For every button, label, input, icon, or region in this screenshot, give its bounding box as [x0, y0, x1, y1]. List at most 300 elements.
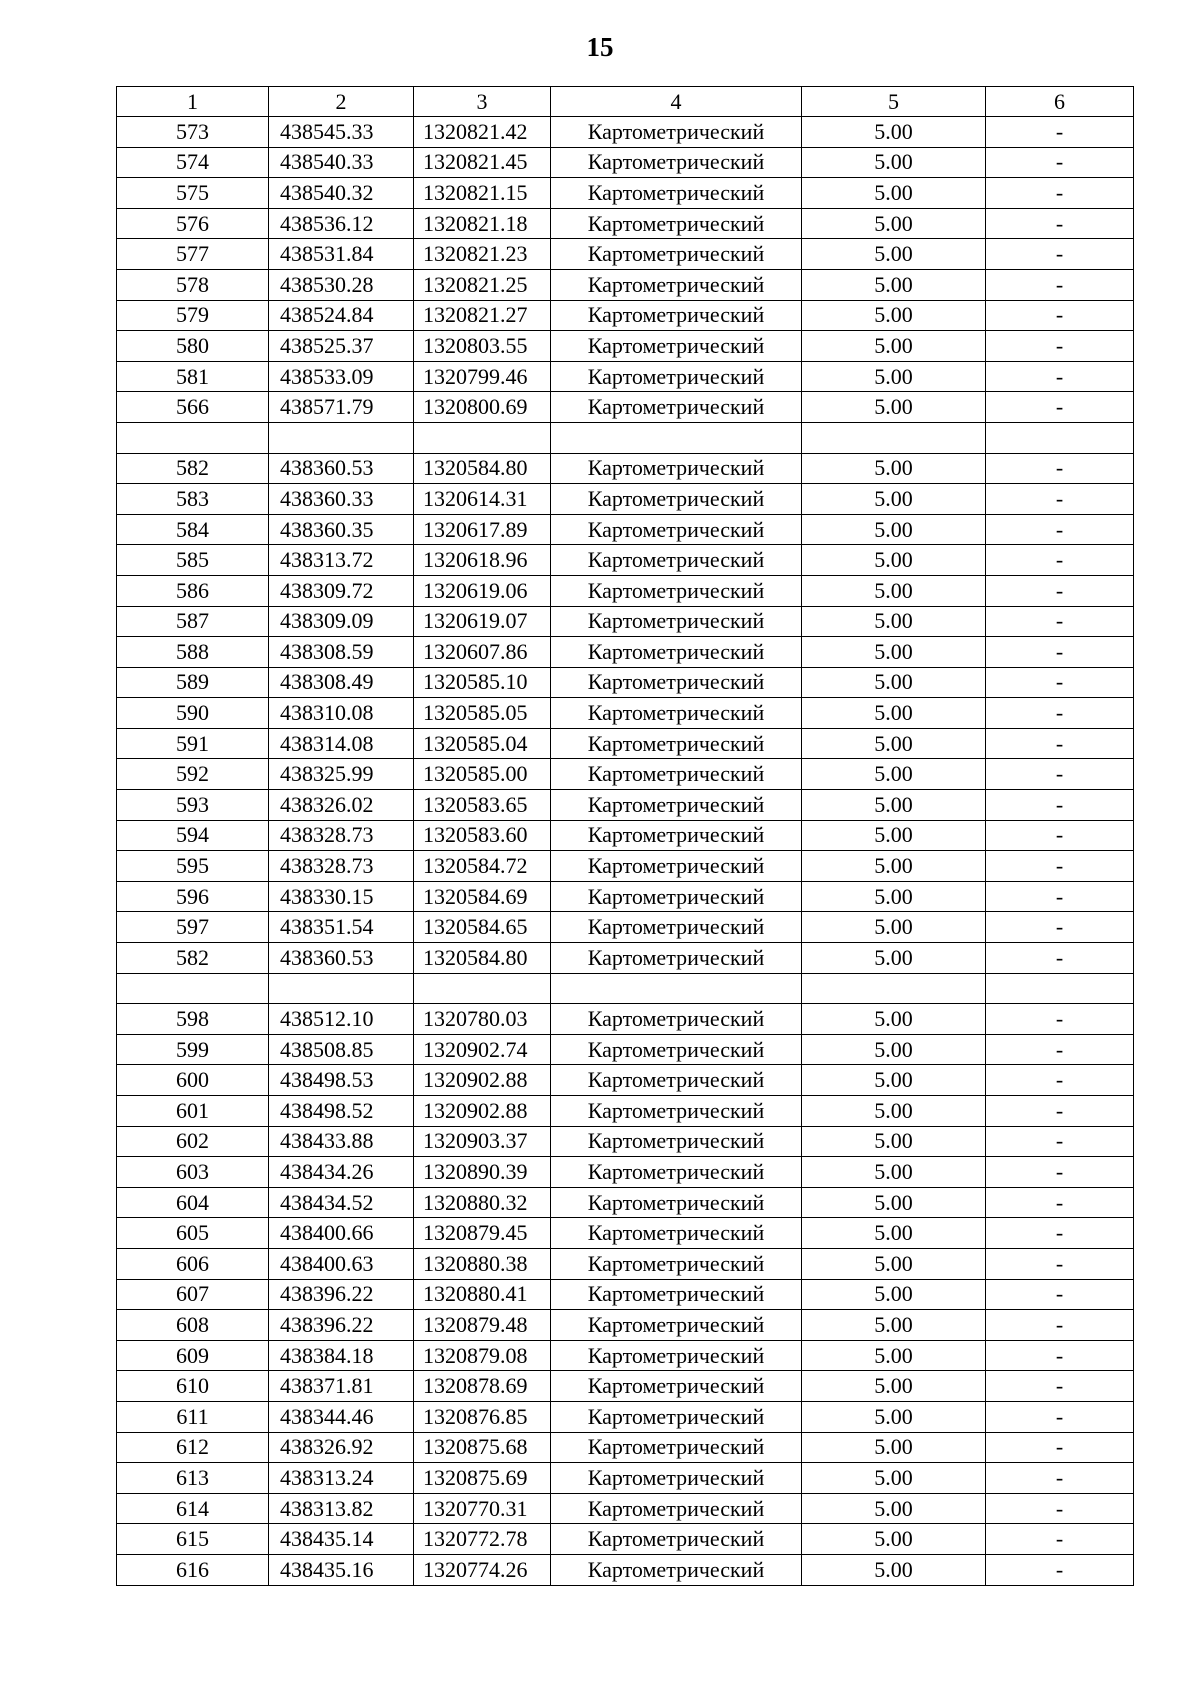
point-number-cell: 597	[117, 912, 269, 943]
accuracy-cell: 5.00	[802, 820, 986, 851]
y-coordinate-cell: 1320880.41	[414, 1279, 551, 1310]
point-number-cell: 593	[117, 790, 269, 821]
x-coordinate-cell: 438309.09	[269, 606, 414, 637]
description-cell: -	[986, 759, 1134, 790]
method-cell: Картометрический	[551, 912, 802, 943]
point-number-cell: 586	[117, 575, 269, 606]
method-cell: Картометрический	[551, 1218, 802, 1249]
y-coordinate-cell: 1320903.37	[414, 1126, 551, 1157]
x-coordinate-cell: 438435.14	[269, 1524, 414, 1555]
point-number-cell: 594	[117, 820, 269, 851]
description-cell: -	[986, 1279, 1134, 1310]
y-coordinate-cell: 1320879.45	[414, 1218, 551, 1249]
table-row	[117, 1034, 1134, 1065]
x-coordinate-cell: 438498.53	[269, 1065, 414, 1096]
y-coordinate-cell: 1320875.68	[414, 1432, 551, 1463]
description-cell: -	[986, 1463, 1134, 1494]
x-coordinate-cell: 438545.33	[269, 117, 414, 148]
point-number-cell: 591	[117, 728, 269, 759]
x-coordinate-cell: 438540.33	[269, 147, 414, 178]
accuracy-cell: 5.00	[802, 178, 986, 209]
accuracy-cell: 5.00	[802, 575, 986, 606]
point-number-cell: 610	[117, 1371, 269, 1402]
x-coordinate-cell: 438384.18	[269, 1340, 414, 1371]
x-coordinate-cell: 438308.59	[269, 637, 414, 668]
table-row	[117, 331, 1134, 362]
point-number-cell	[117, 973, 269, 1004]
method-cell: Картометрический	[551, 1065, 802, 1096]
method-cell	[551, 973, 802, 1004]
y-coordinate-cell: 1320583.60	[414, 820, 551, 851]
accuracy-cell: 5.00	[802, 1493, 986, 1524]
description-cell: -	[986, 881, 1134, 912]
y-coordinate-cell: 1320585.10	[414, 667, 551, 698]
description-cell: -	[986, 1004, 1134, 1035]
table-row	[117, 117, 1134, 148]
description-cell: -	[986, 239, 1134, 270]
description-cell: -	[986, 453, 1134, 484]
y-coordinate-cell: 1320879.08	[414, 1340, 551, 1371]
table-row	[117, 912, 1134, 943]
point-number-cell: 608	[117, 1310, 269, 1341]
description-cell: -	[986, 269, 1134, 300]
point-number-cell: 585	[117, 545, 269, 576]
x-coordinate-cell: 438531.84	[269, 239, 414, 270]
point-number-cell: 606	[117, 1248, 269, 1279]
point-number-cell: 614	[117, 1493, 269, 1524]
method-cell: Картометрический	[551, 820, 802, 851]
x-coordinate-cell: 438309.72	[269, 575, 414, 606]
description-cell: -	[986, 361, 1134, 392]
x-coordinate-cell: 438371.81	[269, 1371, 414, 1402]
y-coordinate-cell: 1320619.07	[414, 606, 551, 637]
y-coordinate-cell: 1320583.65	[414, 790, 551, 821]
table-row	[117, 453, 1134, 484]
description-cell: -	[986, 943, 1134, 974]
method-cell: Картометрический	[551, 484, 802, 515]
description-cell: -	[986, 1554, 1134, 1585]
method-cell: Картометрический	[551, 361, 802, 392]
y-coordinate-cell: 1320876.85	[414, 1401, 551, 1432]
description-cell: -	[986, 1034, 1134, 1065]
method-cell: Картометрический	[551, 269, 802, 300]
table-row	[117, 759, 1134, 790]
description-cell: -	[986, 1248, 1134, 1279]
accuracy-cell: 5.00	[802, 1279, 986, 1310]
point-number-cell: 577	[117, 239, 269, 270]
table-row	[117, 1493, 1134, 1524]
table-row	[117, 637, 1134, 668]
accuracy-cell: 5.00	[802, 269, 986, 300]
method-cell: Картометрический	[551, 1524, 802, 1555]
table-row	[117, 514, 1134, 545]
method-cell: Картометрический	[551, 1126, 802, 1157]
table-row	[117, 361, 1134, 392]
x-coordinate-cell: 438326.92	[269, 1432, 414, 1463]
point-number-cell: 602	[117, 1126, 269, 1157]
table-row	[117, 1340, 1134, 1371]
y-coordinate-cell: 1320880.32	[414, 1187, 551, 1218]
accuracy-cell: 5.00	[802, 1248, 986, 1279]
table-row	[117, 1004, 1134, 1035]
x-coordinate-cell: 438313.72	[269, 545, 414, 576]
method-cell: Картометрический	[551, 790, 802, 821]
description-cell: -	[986, 820, 1134, 851]
accuracy-cell: 5.00	[802, 361, 986, 392]
point-number-cell: 581	[117, 361, 269, 392]
x-coordinate-cell: 438512.10	[269, 1004, 414, 1035]
y-coordinate-cell: 1320770.31	[414, 1493, 551, 1524]
y-coordinate-cell: 1320585.04	[414, 728, 551, 759]
point-number-cell: 579	[117, 300, 269, 331]
point-number-cell: 584	[117, 514, 269, 545]
method-cell: Картометрический	[551, 637, 802, 668]
table-row	[117, 1524, 1134, 1555]
point-number-cell: 587	[117, 606, 269, 637]
y-coordinate-cell: 1320880.38	[414, 1248, 551, 1279]
column-header: 3	[414, 87, 551, 117]
y-coordinate-cell: 1320902.88	[414, 1096, 551, 1127]
accuracy-cell: 5.00	[802, 667, 986, 698]
method-cell: Картометрический	[551, 453, 802, 484]
accuracy-cell: 5.00	[802, 1187, 986, 1218]
description-cell: -	[986, 728, 1134, 759]
method-cell: Картометрический	[551, 728, 802, 759]
method-cell: Картометрический	[551, 1493, 802, 1524]
description-cell: -	[986, 545, 1134, 576]
accuracy-cell: 5.00	[802, 1340, 986, 1371]
y-coordinate-cell: 1320803.55	[414, 331, 551, 362]
accuracy-cell: 5.00	[802, 208, 986, 239]
table-row	[117, 698, 1134, 729]
description-cell: -	[986, 178, 1134, 209]
description-cell: -	[986, 392, 1134, 423]
accuracy-cell: 5.00	[802, 1065, 986, 1096]
column-header: 5	[802, 87, 986, 117]
method-cell: Картометрический	[551, 1187, 802, 1218]
x-coordinate-cell: 438360.53	[269, 453, 414, 484]
accuracy-cell: 5.00	[802, 147, 986, 178]
x-coordinate-cell: 438360.33	[269, 484, 414, 515]
y-coordinate-cell: 1320585.00	[414, 759, 551, 790]
method-cell: Картометрический	[551, 1157, 802, 1188]
column-header: 6	[986, 87, 1134, 117]
accuracy-cell: 5.00	[802, 1371, 986, 1402]
column-header: 4	[551, 87, 802, 117]
y-coordinate-cell: 1320618.96	[414, 545, 551, 576]
table-row	[117, 790, 1134, 821]
point-number-cell: 599	[117, 1034, 269, 1065]
table-row	[117, 545, 1134, 576]
description-cell: -	[986, 575, 1134, 606]
point-number-cell: 583	[117, 484, 269, 515]
x-coordinate-cell: 438360.53	[269, 943, 414, 974]
method-cell: Картометрический	[551, 1340, 802, 1371]
x-coordinate-cell: 438344.46	[269, 1401, 414, 1432]
description-cell: -	[986, 1218, 1134, 1249]
method-cell: Картометрический	[551, 1463, 802, 1494]
y-coordinate-cell: 1320584.69	[414, 881, 551, 912]
x-coordinate-cell: 438396.22	[269, 1279, 414, 1310]
y-coordinate-cell: 1320902.74	[414, 1034, 551, 1065]
table-row	[117, 484, 1134, 515]
method-cell: Картометрический	[551, 178, 802, 209]
method-cell: Картометрический	[551, 1401, 802, 1432]
description-cell: -	[986, 851, 1134, 882]
table-row	[117, 1432, 1134, 1463]
x-coordinate-cell: 438308.49	[269, 667, 414, 698]
y-coordinate-cell: 1320772.78	[414, 1524, 551, 1555]
coordinates-table	[116, 86, 1134, 1586]
x-coordinate-cell: 438498.52	[269, 1096, 414, 1127]
point-number-cell: 576	[117, 208, 269, 239]
description-cell: -	[986, 1493, 1134, 1524]
accuracy-cell: 5.00	[802, 514, 986, 545]
x-coordinate-cell: 438571.79	[269, 392, 414, 423]
accuracy-cell: 5.00	[802, 1432, 986, 1463]
description-cell: -	[986, 1340, 1134, 1371]
x-coordinate-cell: 438330.15	[269, 881, 414, 912]
accuracy-cell: 5.00	[802, 1310, 986, 1341]
accuracy-cell: 5.00	[802, 1126, 986, 1157]
method-cell: Картометрический	[551, 331, 802, 362]
method-cell: Картометрический	[551, 1432, 802, 1463]
method-cell: Картометрический	[551, 1096, 802, 1127]
table-row	[117, 269, 1134, 300]
description-cell: -	[986, 1126, 1134, 1157]
x-coordinate-cell: 438525.37	[269, 331, 414, 362]
description-cell	[986, 973, 1134, 1004]
x-coordinate-cell: 438328.73	[269, 820, 414, 851]
description-cell: -	[986, 300, 1134, 331]
description-cell: -	[986, 1432, 1134, 1463]
accuracy-cell: 5.00	[802, 881, 986, 912]
point-number-cell: 566	[117, 392, 269, 423]
point-number-cell: 604	[117, 1187, 269, 1218]
point-number-cell: 589	[117, 667, 269, 698]
table-row	[117, 178, 1134, 209]
header-row	[117, 87, 1134, 117]
method-cell: Картометрический	[551, 667, 802, 698]
table-row	[117, 1554, 1134, 1585]
y-coordinate-cell: 1320584.80	[414, 943, 551, 974]
table-row	[117, 208, 1134, 239]
y-coordinate-cell: 1320821.42	[414, 117, 551, 148]
table-row	[117, 667, 1134, 698]
y-coordinate-cell: 1320890.39	[414, 1157, 551, 1188]
point-number-cell: 601	[117, 1096, 269, 1127]
table-row	[117, 422, 1134, 453]
description-cell: -	[986, 606, 1134, 637]
accuracy-cell: 5.00	[802, 790, 986, 821]
method-cell: Картометрический	[551, 239, 802, 270]
accuracy-cell: 5.00	[802, 484, 986, 515]
column-header: 2	[269, 87, 414, 117]
x-coordinate-cell: 438313.24	[269, 1463, 414, 1494]
method-cell: Картометрический	[551, 392, 802, 423]
table-row	[117, 300, 1134, 331]
accuracy-cell: 5.00	[802, 1004, 986, 1035]
point-number-cell	[117, 422, 269, 453]
method-cell: Картометрический	[551, 545, 802, 576]
accuracy-cell: 5.00	[802, 300, 986, 331]
x-coordinate-cell: 438314.08	[269, 728, 414, 759]
description-cell: -	[986, 147, 1134, 178]
point-number-cell: 578	[117, 269, 269, 300]
y-coordinate-cell	[414, 973, 551, 1004]
y-coordinate-cell: 1320619.06	[414, 575, 551, 606]
description-cell: -	[986, 1065, 1134, 1096]
point-number-cell: 611	[117, 1401, 269, 1432]
y-coordinate-cell: 1320821.45	[414, 147, 551, 178]
description-cell: -	[986, 1401, 1134, 1432]
method-cell: Картометрический	[551, 117, 802, 148]
x-coordinate-cell: 438326.02	[269, 790, 414, 821]
x-coordinate-cell	[269, 422, 414, 453]
point-number-cell: 613	[117, 1463, 269, 1494]
y-coordinate-cell: 1320584.65	[414, 912, 551, 943]
description-cell: -	[986, 1187, 1134, 1218]
point-number-cell: 582	[117, 943, 269, 974]
accuracy-cell: 5.00	[802, 117, 986, 148]
accuracy-cell: 5.00	[802, 1401, 986, 1432]
method-cell: Картометрический	[551, 514, 802, 545]
accuracy-cell: 5.00	[802, 851, 986, 882]
point-number-cell: 615	[117, 1524, 269, 1555]
accuracy-cell: 5.00	[802, 943, 986, 974]
accuracy-cell: 5.00	[802, 453, 986, 484]
accuracy-cell: 5.00	[802, 239, 986, 270]
accuracy-cell: 5.00	[802, 392, 986, 423]
method-cell: Картометрический	[551, 300, 802, 331]
x-coordinate-cell: 438351.54	[269, 912, 414, 943]
x-coordinate-cell: 438328.73	[269, 851, 414, 882]
method-cell	[551, 422, 802, 453]
accuracy-cell: 5.00	[802, 1034, 986, 1065]
method-cell: Картометрический	[551, 881, 802, 912]
x-coordinate-cell: 438400.63	[269, 1248, 414, 1279]
method-cell: Картометрический	[551, 606, 802, 637]
accuracy-cell: 5.00	[802, 1157, 986, 1188]
point-number-cell: 598	[117, 1004, 269, 1035]
accuracy-cell: 5.00	[802, 1554, 986, 1585]
y-coordinate-cell: 1320821.18	[414, 208, 551, 239]
method-cell: Картометрический	[551, 1554, 802, 1585]
x-coordinate-cell: 438536.12	[269, 208, 414, 239]
method-cell: Картометрический	[551, 698, 802, 729]
x-coordinate-cell: 438530.28	[269, 269, 414, 300]
x-coordinate-cell: 438508.85	[269, 1034, 414, 1065]
method-cell: Картометрический	[551, 1279, 802, 1310]
description-cell	[986, 422, 1134, 453]
method-cell: Картометрический	[551, 1371, 802, 1402]
table-body	[117, 117, 1134, 1586]
point-number-cell: 590	[117, 698, 269, 729]
y-coordinate-cell: 1320875.69	[414, 1463, 551, 1494]
table-row	[117, 606, 1134, 637]
y-coordinate-cell: 1320902.88	[414, 1065, 551, 1096]
point-number-cell: 595	[117, 851, 269, 882]
table-row	[117, 575, 1134, 606]
x-coordinate-cell: 438433.88	[269, 1126, 414, 1157]
x-coordinate-cell: 438434.26	[269, 1157, 414, 1188]
y-coordinate-cell: 1320821.25	[414, 269, 551, 300]
description-cell: -	[986, 667, 1134, 698]
table-row	[117, 973, 1134, 1004]
table-row	[117, 1096, 1134, 1127]
table-row	[117, 1218, 1134, 1249]
x-coordinate-cell: 438313.82	[269, 1493, 414, 1524]
accuracy-cell: 5.00	[802, 1463, 986, 1494]
method-cell: Картометрический	[551, 943, 802, 974]
y-coordinate-cell: 1320821.15	[414, 178, 551, 209]
description-cell: -	[986, 1096, 1134, 1127]
method-cell: Картометрический	[551, 1248, 802, 1279]
y-coordinate-cell: 1320878.69	[414, 1371, 551, 1402]
description-cell: -	[986, 1310, 1134, 1341]
point-number-cell: 603	[117, 1157, 269, 1188]
accuracy-cell: 5.00	[802, 331, 986, 362]
description-cell: -	[986, 1371, 1134, 1402]
y-coordinate-cell: 1320614.31	[414, 484, 551, 515]
y-coordinate-cell: 1320800.69	[414, 392, 551, 423]
method-cell: Картометрический	[551, 208, 802, 239]
table-row	[117, 728, 1134, 759]
description-cell: -	[986, 331, 1134, 362]
x-coordinate-cell: 438325.99	[269, 759, 414, 790]
table-row	[117, 1157, 1134, 1188]
y-coordinate-cell: 1320774.26	[414, 1554, 551, 1585]
point-number-cell: 596	[117, 881, 269, 912]
table-row	[117, 1065, 1134, 1096]
table-row	[117, 1401, 1134, 1432]
x-coordinate-cell: 438533.09	[269, 361, 414, 392]
method-cell: Картометрический	[551, 851, 802, 882]
point-number-cell: 588	[117, 637, 269, 668]
accuracy-cell: 5.00	[802, 912, 986, 943]
y-coordinate-cell: 1320617.89	[414, 514, 551, 545]
table-row	[117, 851, 1134, 882]
accuracy-cell: 5.00	[802, 698, 986, 729]
point-number-cell: 607	[117, 1279, 269, 1310]
y-coordinate-cell: 1320879.48	[414, 1310, 551, 1341]
y-coordinate-cell	[414, 422, 551, 453]
accuracy-cell: 5.00	[802, 637, 986, 668]
page-number: 15	[586, 32, 614, 62]
point-number-cell: 580	[117, 331, 269, 362]
method-cell: Картометрический	[551, 1034, 802, 1065]
table-row	[117, 1187, 1134, 1218]
point-number-cell: 582	[117, 453, 269, 484]
method-cell: Картометрический	[551, 1310, 802, 1341]
table-row	[117, 1310, 1134, 1341]
accuracy-cell: 5.00	[802, 1096, 986, 1127]
y-coordinate-cell: 1320821.27	[414, 300, 551, 331]
y-coordinate-cell: 1320799.46	[414, 361, 551, 392]
x-coordinate-cell: 438434.52	[269, 1187, 414, 1218]
description-cell: -	[986, 698, 1134, 729]
description-cell: -	[986, 912, 1134, 943]
description-cell: -	[986, 117, 1134, 148]
method-cell: Картометрический	[551, 147, 802, 178]
description-cell: -	[986, 484, 1134, 515]
description-cell: -	[986, 514, 1134, 545]
x-coordinate-cell: 438435.16	[269, 1554, 414, 1585]
x-coordinate-cell: 438396.22	[269, 1310, 414, 1341]
accuracy-cell: 5.00	[802, 1524, 986, 1555]
y-coordinate-cell: 1320584.72	[414, 851, 551, 882]
table-row	[117, 881, 1134, 912]
